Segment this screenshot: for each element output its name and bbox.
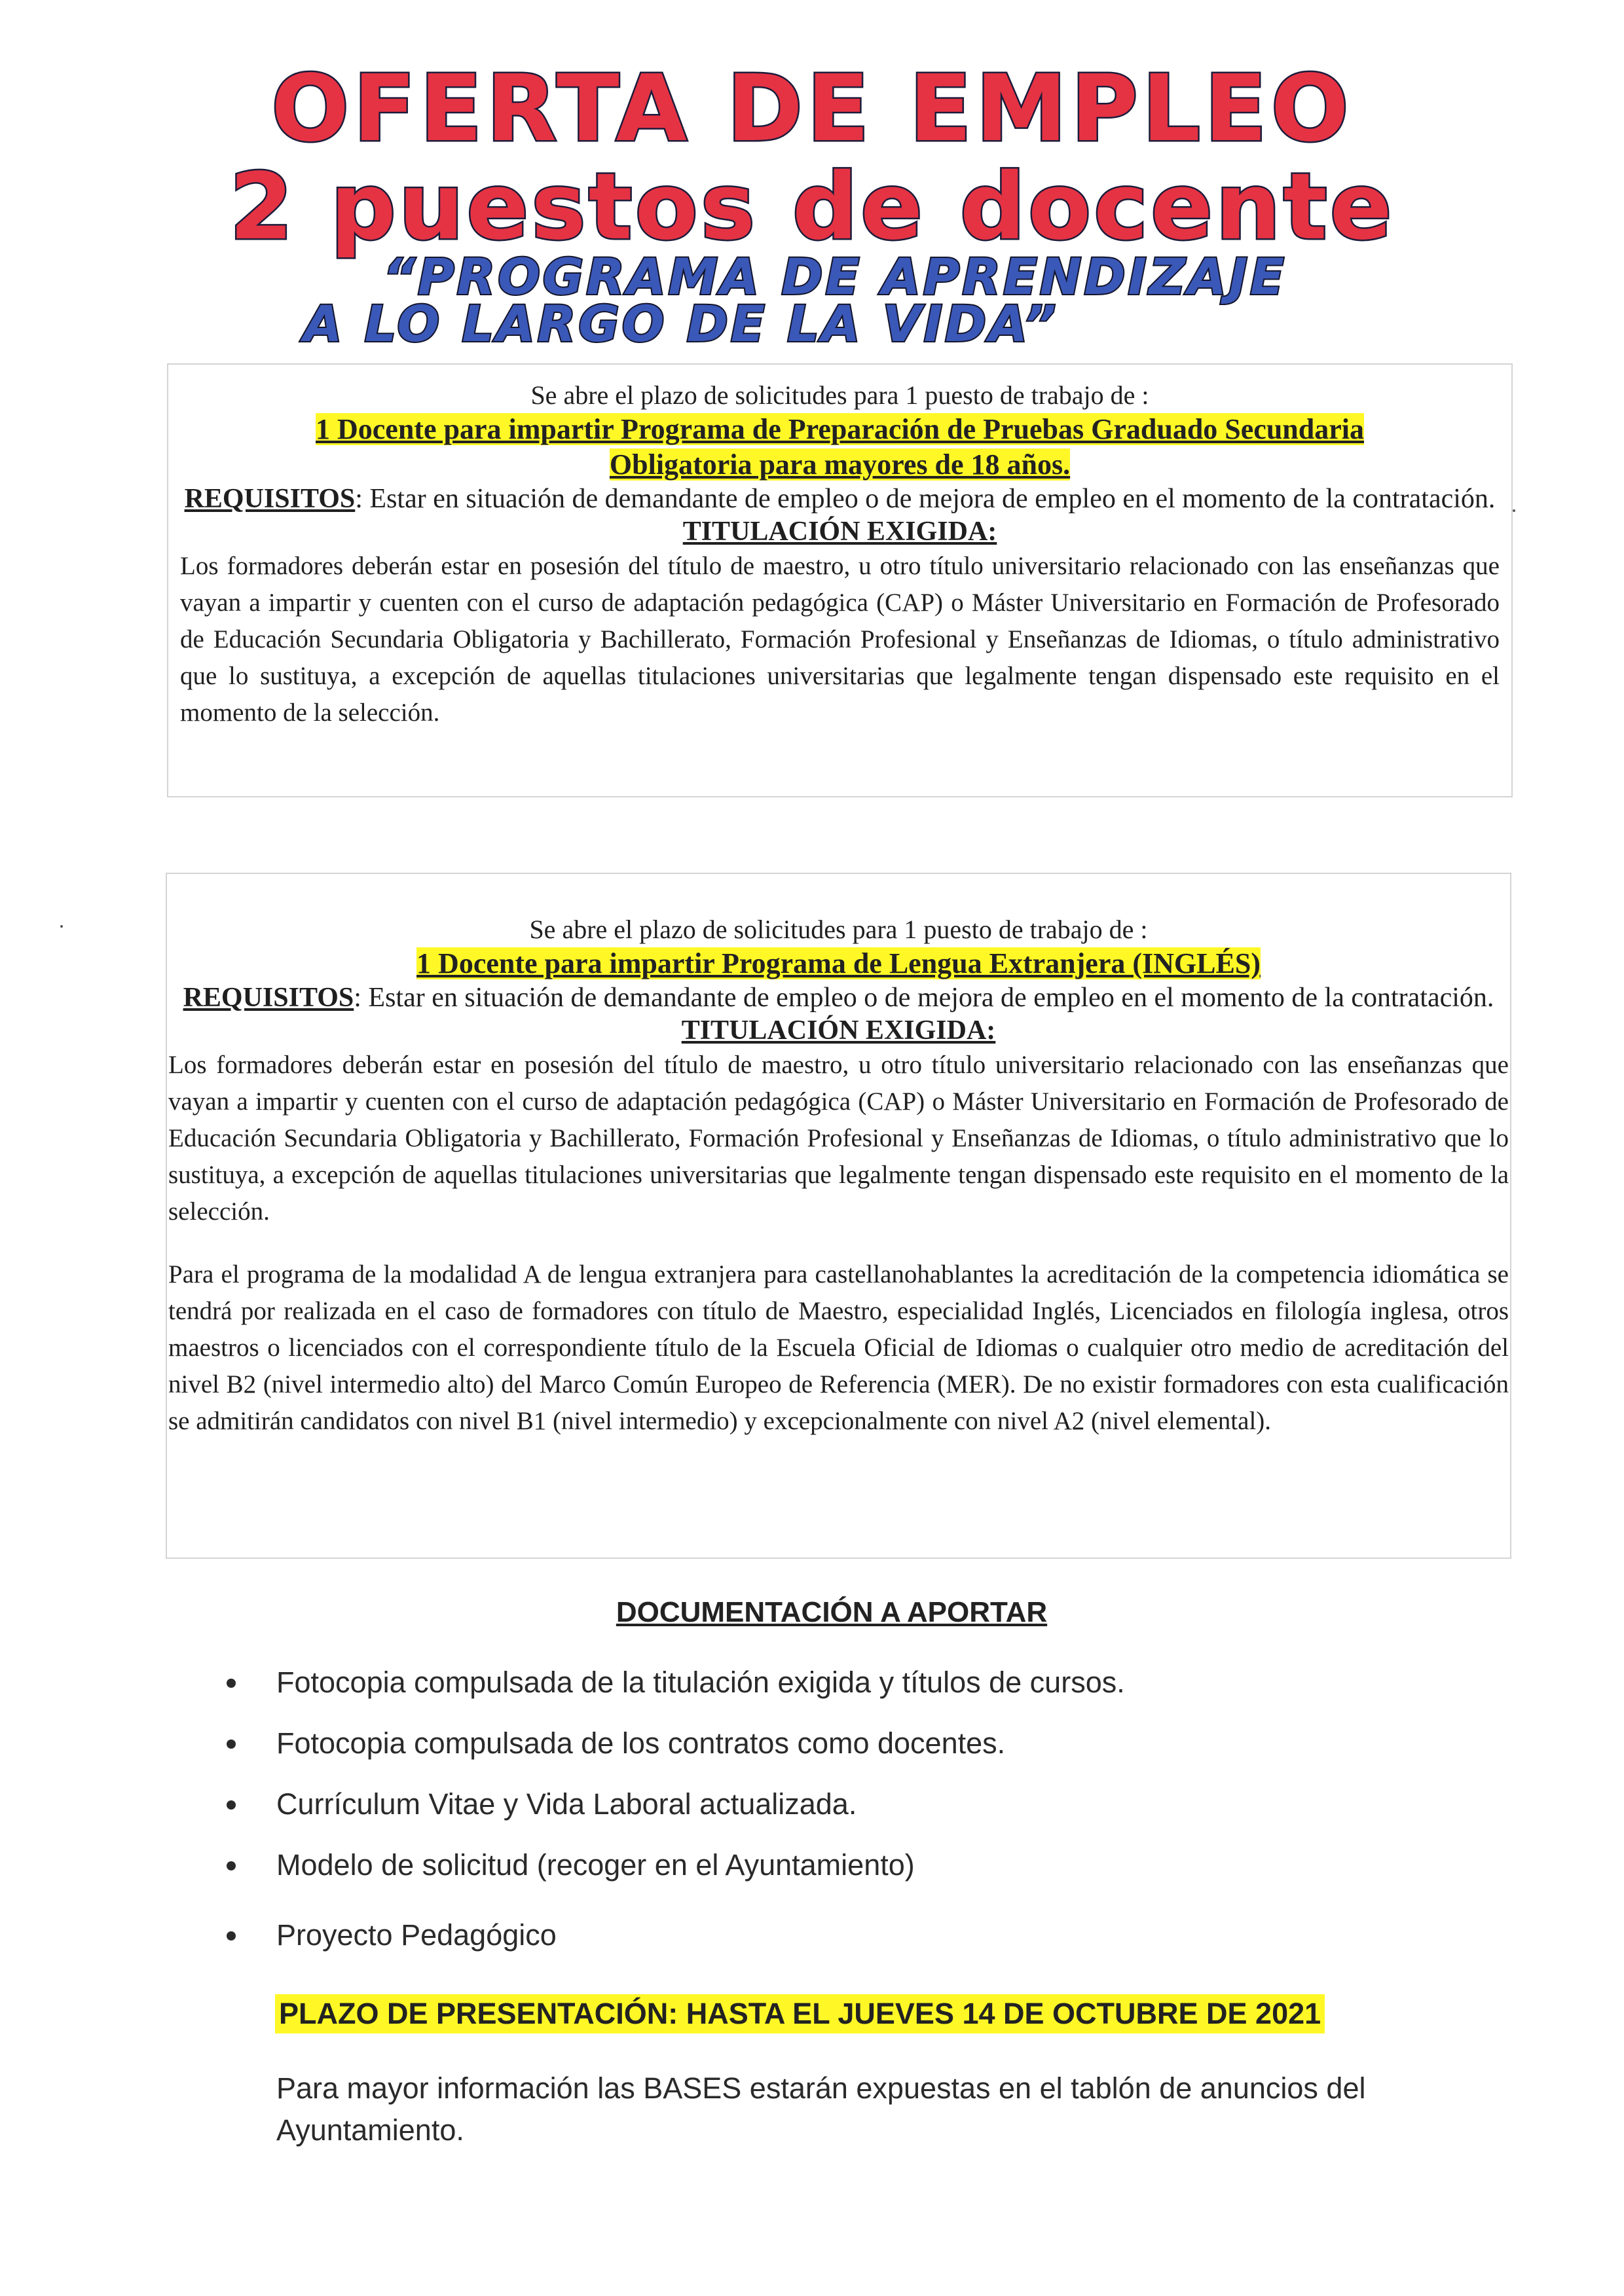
paragraph-gap: [167, 1230, 1510, 1256]
program-title-line1: “PROGRAMA DE APRENDIZAJE: [383, 247, 1287, 306]
bullet-icon: [227, 1931, 236, 1941]
title-oferta-de-empleo: OFERTA DE EMPLEO: [271, 56, 1353, 162]
offer2-requirements-label: REQUISITOS: [183, 983, 354, 1013]
offer1-requirements-text: : Estar en situación de demandante de empleo o de mejora de empleo en el momento de la contratación.: [355, 484, 1496, 514]
program-title-line2: A LO LARGO DE LA VIDA”: [303, 295, 1059, 353]
bullet-icon: [227, 1679, 236, 1688]
list-item-text: Fotocopia compulsada de la titulación exigida y títulos de cursos.: [276, 1666, 1125, 1699]
offer2-position: [167, 946, 1510, 981]
list-item-text: Currículum Vitae y Vida Laboral actualizada.: [276, 1787, 857, 1821]
offer1-position: [180, 412, 1500, 483]
bullet-icon: [227, 1800, 236, 1810]
offer-box-secundaria: [167, 363, 1513, 797]
list-item: [223, 1785, 1125, 1846]
offer2-intro: Se abre el plazo de solicitudes para 1 puesto de trabajo de :: [529, 915, 1148, 944]
offer2-position-line1: 1 Docente para impartir Programa de Lengua Extranjera (INGLÉS): [416, 947, 1261, 979]
scan-speck: [1513, 509, 1515, 512]
list-item-text: Proyecto Pedagógico: [276, 1918, 557, 1952]
bullet-icon: [227, 1861, 236, 1870]
list-item-text: Modelo de solicitud (recoger en el Ayuntamiento): [276, 1848, 915, 1882]
documentation-heading: DOCUMENTACIÓN A APORTAR: [616, 1596, 1048, 1628]
offer1-intro: Se abre el plazo de solicitudes para 1 puesto de trabajo de :: [530, 380, 1149, 410]
list-item: [223, 1916, 1125, 1977]
documentation-list: [223, 1663, 1125, 1977]
bullet-icon: [227, 1740, 236, 1749]
scan-speck: [60, 925, 63, 928]
offer2-language-text: Para el programa de la modalidad A de lengua extranjera para castellanohablantes la acreditación de la competencia idiomática se tendrá por realizada en el caso de formadores con título de Maestro, especialidad Inglés, Licenciados en filología inglesa, otros maestros o licenciados con el correspondiente título de la Escuela Oficial de Idiomas o cualquier otro medio de acreditación del nivel B2 (nivel intermedio alto) del Marco Común Europeo de Referencia (MER). De no existir formadores con esta cualificación se admitirán candidatos con nivel B1 (nivel intermedio) y excepcionalmente con nivel A2 (nivel elemental).: [168, 1260, 1509, 1435]
list-item: [223, 1724, 1125, 1785]
offer2-requirements-text: : Estar en situación de demandante de empleo o de mejora de empleo en el momento de la contratación.: [354, 983, 1494, 1013]
offer-box-ingles: [166, 873, 1511, 1559]
title-puestos-docente: 2 puestos de docente: [229, 154, 1395, 261]
list-item-text: Fotocopia compulsada de los contratos como docentes.: [276, 1726, 1006, 1760]
offer1-requirements: [180, 483, 1500, 515]
offer1-requirements-label: REQUISITOS: [184, 484, 356, 514]
deadline-banner: PLAZO DE PRESENTACIÓN: HASTA EL JUEVES 14 DE OCTUBRE DE 2021: [275, 1994, 1325, 2033]
offer1-qualification-heading: TITULACIÓN EXIGIDA:: [682, 517, 997, 547]
offer2-qualification-text: Los formadores deberán estar en posesión del título de maestro, u otro título universitario relacionado con las enseñanzas que vayan a impartir y cuenten con el curso de adaptación pedagógica (CAP) o Máster Universitario en Formación de Profesorado de Educación Secundaria Obligatoria y Bachillerato, Formación Profesional y Enseñanzas de Idiomas, o título administrativo que lo sustituya, a excepción de aquellas titulaciones universitarias que legalmente tengan dispensado este requisito en el momento de la selección.: [168, 1051, 1509, 1226]
offer1-qualification-text: Los formadores deberán estar en posesión del título de maestro, u otro título universitario relacionado con las enseñanzas que vayan a impartir y cuenten con el curso de adaptación pedagógica (CAP) o Máster Universitario en Formación de Profesorado de Educación Secundaria Obligatoria y Bachillerato, Formación Profesional y Enseñanzas de Idiomas, o título administrativo que lo sustituya, a excepción de aquellas titulaciones universitarias que legalmente tengan dispensado este requisito en el momento de la selección.: [180, 552, 1500, 727]
offer1-position-line2: Obligatoria para mayores de 18 años.: [609, 448, 1071, 481]
offer2-requirements: [167, 981, 1510, 1014]
offer1-position-line1: 1 Docente para impartir Programa de Preparación de Pruebas Graduado Secundaria: [316, 413, 1364, 445]
list-item: [223, 1663, 1125, 1724]
more-info-text: Para mayor información las BASES estarán expuestas en el tablón de anuncios del Ayuntamiento.: [276, 2071, 1366, 2147]
offer2-qualification-heading: TITULACIÓN EXIGIDA:: [681, 1015, 996, 1046]
list-item: [223, 1846, 1125, 1906]
